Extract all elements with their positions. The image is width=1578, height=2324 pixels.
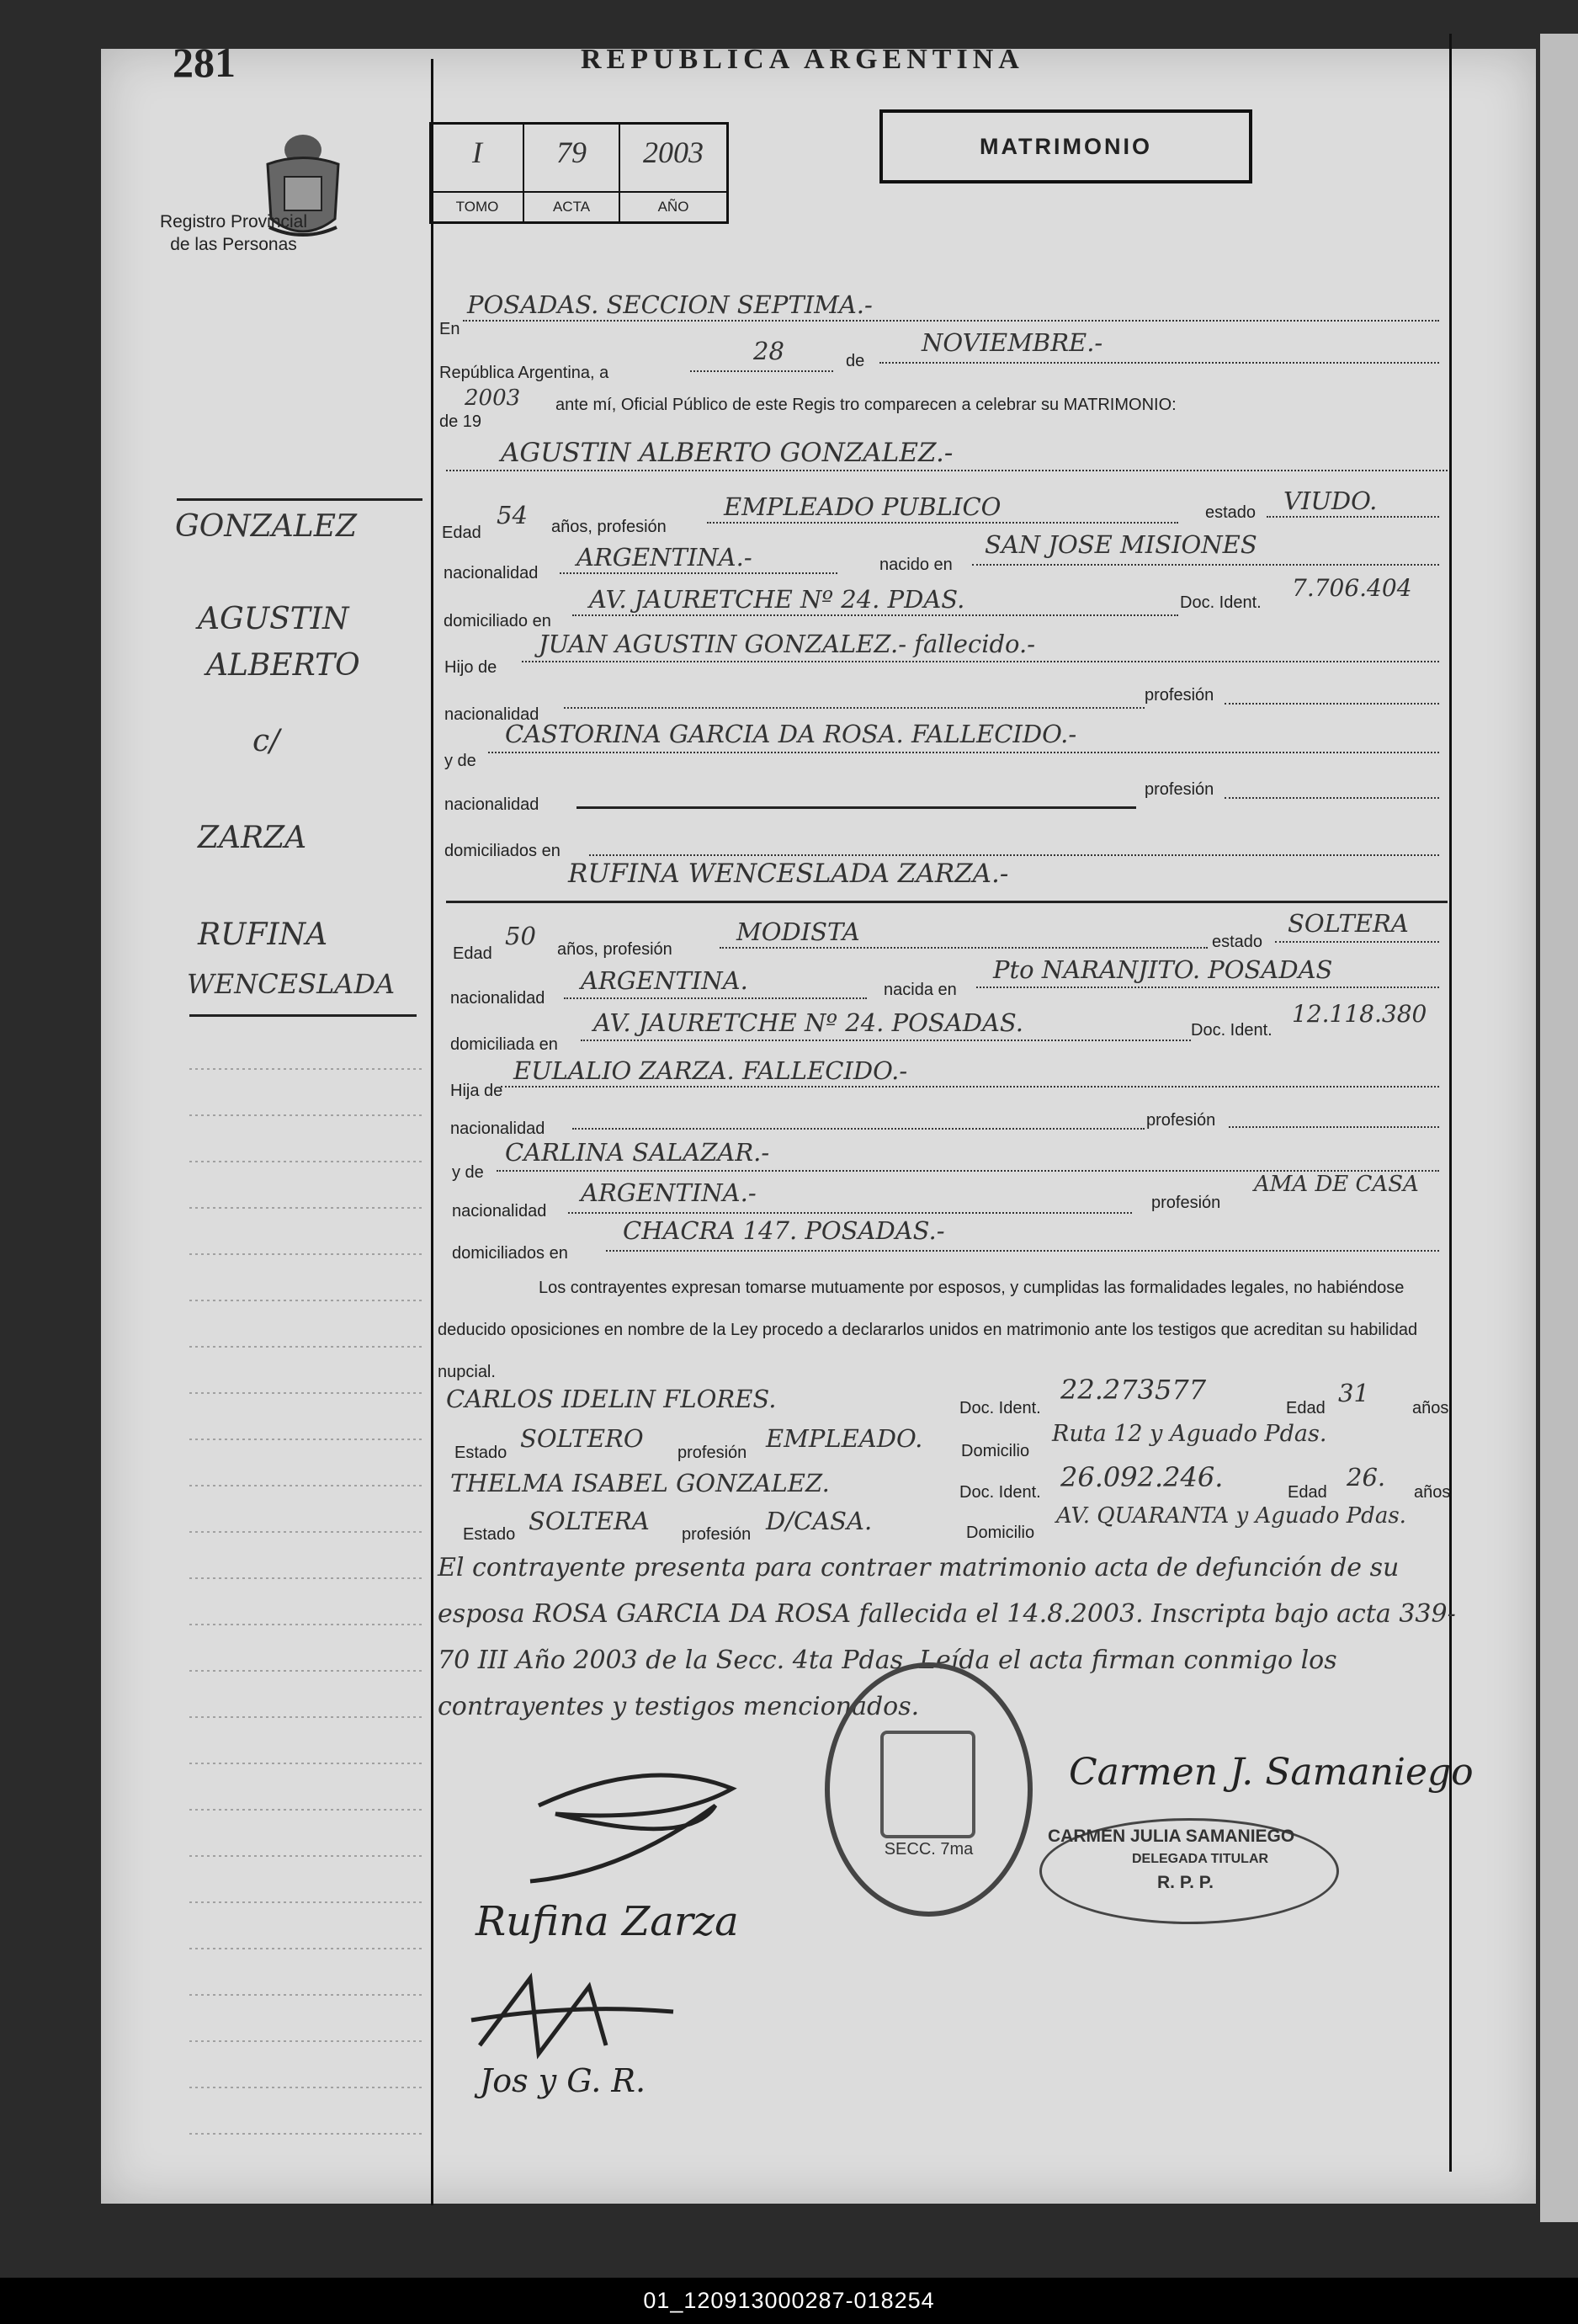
- tomo-cell: [432, 125, 524, 221]
- year-value: 2003: [465, 386, 521, 411]
- left-margin-rule: [431, 59, 433, 2205]
- bride-edad: 50: [505, 922, 536, 950]
- page-number: 281: [173, 39, 236, 86]
- bride-name-line: [446, 901, 1448, 903]
- official-seal: [825, 1662, 1033, 1917]
- witness1-domicilio: Ruta 12 y Aguado Pdas.: [1052, 1421, 1327, 1447]
- marginal-notes: El contrayente presenta para contraer matrimonio acta de defunción de su esposa ROSA GARCIA DA ROSA fallecida el 14.8.2003. Inscripta bajo acta 339-70 III Año 2003 de la Secc. 4ta Pdas. Leída el acta firman conmigo los contrayentes y testigos mencionados.: [438, 1553, 1456, 1721]
- bride-signature: Rufina Zarza: [476, 1898, 739, 1945]
- bride-nacida-label: nacida en: [884, 981, 957, 999]
- witness2-name: THELMA ISABEL GONZALEZ.: [450, 1469, 830, 1497]
- groom-padre-nac-line: [564, 707, 1145, 709]
- right-margin-rule: [1449, 34, 1452, 2172]
- groom-edad-label: Edad: [442, 524, 481, 542]
- groom-padre-line: [522, 661, 1439, 662]
- bride-madre-nac-label: nacionalidad: [452, 1202, 547, 1220]
- groom-madre-prof-line: [1225, 797, 1439, 799]
- witness1-doc-label: Doc. Ident.: [959, 1399, 1041, 1417]
- bride-domiciliados-label: domiciliados en: [452, 1244, 568, 1263]
- bride-padre-line: [501, 1086, 1439, 1088]
- month-value: NOVIEMBRE.-: [922, 328, 1103, 357]
- bride-padre-nac-label: nacionalidad: [450, 1119, 545, 1138]
- year-prefix-label: de 19: [439, 412, 482, 431]
- groom-padre-prof-line: [1225, 703, 1439, 705]
- bride-padre: EULALIO ZARZA. FALLECIDO.-: [513, 1056, 908, 1085]
- groom-profesion-line: [707, 522, 1178, 524]
- bride-profesion-line: [720, 947, 1208, 949]
- groom-padre-nac-label: nacionalidad: [444, 705, 539, 724]
- day-line: [690, 370, 833, 372]
- witness2-edad: 26.: [1347, 1463, 1386, 1492]
- bride-madre-nac-line: [568, 1212, 1132, 1214]
- bride-estado-line: [1275, 941, 1439, 943]
- groom-domicilio-line: [572, 614, 1178, 616]
- anio-value: 2003: [643, 136, 704, 169]
- record-type-box: MATRIMONIO: [879, 109, 1252, 183]
- bride-y-de-label: y de: [452, 1163, 484, 1182]
- witness1-doc: 22.273577: [1060, 1374, 1207, 1406]
- bride-domicilio-label: domiciliada en: [450, 1035, 558, 1054]
- witness2-domicilio-label: Domicilio: [966, 1524, 1035, 1542]
- bride-domiciliados: CHACRA 147. POSADAS.-: [623, 1216, 945, 1245]
- groom-domiciliados-line: [589, 854, 1439, 856]
- groom-estado-label: estado: [1205, 503, 1257, 522]
- groom-signature: [522, 1755, 774, 1890]
- groom-name: AGUSTIN ALBERTO GONZALEZ.-: [501, 438, 954, 468]
- groom-nacionalidad-label: nacionalidad: [444, 564, 539, 582]
- bride-doc-label: Doc. Ident.: [1191, 1021, 1272, 1040]
- groom-anos-label: años, profesión: [551, 518, 667, 536]
- sidebar-rule: [177, 498, 422, 501]
- republica-label: República Argentina, a: [439, 364, 609, 382]
- bride-madre-prof-label: profesión: [1151, 1194, 1221, 1212]
- groom-nacionalidad-line: [560, 572, 837, 574]
- witness2-estado: SOLTERA: [529, 1507, 650, 1535]
- groom-name-line: [446, 470, 1448, 471]
- bride-nacida-line: [976, 987, 1439, 988]
- sidebar-connector: c/: [252, 724, 280, 758]
- de-label: de: [846, 352, 865, 370]
- declaration-text: Los contrayentes expresan tomarse mutuamente por esposos, y cumplidas las formalidades legales, no habiéndose deducido oposiciones en nombre de la Ley procedo a declararlos unidos en matrimonio ante los testigos que acreditan su habilidad nupcial.: [438, 1279, 1418, 1381]
- witness1-anos-label: años: [1412, 1399, 1449, 1417]
- bride-madre: CARLINA SALAZAR.-: [505, 1138, 770, 1167]
- witness2-estado-label: Estado: [463, 1525, 516, 1544]
- bride-padre-nac-line: [572, 1128, 1145, 1130]
- officer-name: CARMEN JULIA SAMANIEGO: [1048, 1827, 1295, 1846]
- witness1-profesion: EMPLEADO.: [766, 1424, 923, 1453]
- witness1-name: CARLOS IDELIN FLORES.: [446, 1385, 777, 1413]
- sidebar-given-name-2: ALBERTO: [206, 648, 360, 683]
- tomo-label: TOMO: [432, 191, 523, 221]
- groom-madre-prof-label: profesión: [1145, 780, 1214, 799]
- acta-label: ACTA: [524, 191, 619, 221]
- witness2-anos-label: años: [1414, 1483, 1451, 1502]
- sidebar-rule-bottom: [189, 1014, 417, 1017]
- bride-estado-label: estado: [1212, 933, 1263, 951]
- anio-label: AÑO: [620, 191, 726, 221]
- day-value: 28: [753, 337, 784, 365]
- month-line: [879, 362, 1439, 364]
- seal-emblem-icon: [880, 1731, 975, 1838]
- groom-nacionalidad: ARGENTINA.-: [576, 543, 752, 572]
- groom-nacido-label: nacido en: [879, 556, 953, 574]
- bride-nacionalidad-line: [564, 997, 867, 999]
- seal-text: SECC. 7ma: [884, 1840, 974, 1859]
- registry-line-2: de las Personas: [170, 235, 297, 254]
- witness2-signature: Jos y G. R.: [480, 2062, 646, 2099]
- bride-estado: SOLTERA: [1288, 909, 1409, 938]
- bride-madre-nac: ARGENTINA.-: [581, 1178, 757, 1207]
- witness2-doc: 26.092.246.: [1060, 1461, 1224, 1493]
- groom-y-de-label: y de: [444, 752, 476, 770]
- scan-id-bar: 01_120913000287-018254: [0, 2278, 1578, 2324]
- groom-padre-prof-label: profesión: [1145, 686, 1214, 705]
- groom-edad: 54: [497, 501, 528, 529]
- witness2-profesion-label: profesión: [682, 1525, 752, 1544]
- groom-domicilio: AV. JAURETCHE Nº 24. PDAS.: [589, 585, 965, 614]
- bride-edad-label: Edad: [453, 944, 492, 963]
- place-line: [463, 320, 1439, 322]
- bride-nacionalidad-label: nacionalidad: [450, 989, 545, 1008]
- groom-nacido-line: [972, 564, 1439, 566]
- groom-domicilio-label: domiciliado en: [444, 612, 551, 630]
- witness1-edad: 31: [1338, 1379, 1369, 1407]
- registry-line-1: Registro Provincial: [159, 212, 308, 231]
- bride-doc: 12.118.380: [1292, 1000, 1427, 1028]
- bride-profesion: MODISTA: [736, 917, 860, 946]
- witness1-estado-label: Estado: [454, 1444, 507, 1462]
- bride-anos-label: años, profesión: [557, 940, 672, 959]
- groom-madre-nac-label: nacionalidad: [444, 795, 539, 814]
- sidebar-given-name-1: AGUSTIN: [198, 602, 349, 636]
- officer-org: R. P. P.: [1157, 1873, 1214, 1892]
- bride-domiciliados-line: [606, 1250, 1439, 1252]
- sidebar-bride-name-1: RUFINA: [198, 917, 328, 952]
- bride-domicilio-line: [581, 1040, 1191, 1041]
- witness1-estado: SOLTERO: [520, 1424, 644, 1453]
- groom-hijo-label: Hijo de: [444, 658, 497, 677]
- groom-madre-line: [488, 752, 1439, 753]
- document-title: REPUBLICA ARGENTINA: [581, 44, 1024, 75]
- bride-name: RUFINA WENCESLADA ZARZA.-: [568, 859, 1009, 889]
- acta-cell: [524, 125, 620, 221]
- page-edge: [1540, 34, 1578, 2222]
- en-label: En: [439, 320, 460, 338]
- officer-title: DELEGADA TITULAR: [1132, 1852, 1269, 1866]
- bride-padre-prof-label: profesión: [1146, 1111, 1216, 1130]
- bride-madre-prof: AMA DE CASA: [1254, 1172, 1419, 1197]
- groom-madre-nac-line: [576, 806, 1136, 809]
- bride-padre-prof-line: [1229, 1126, 1439, 1128]
- bride-hija-label: Hija de: [450, 1082, 503, 1100]
- sidebar-surname-groom: GONZALEZ: [175, 509, 357, 544]
- groom-doc: 7.706.404: [1292, 574, 1412, 602]
- sidebar-ruled-lines: [189, 1044, 425, 2205]
- groom-doc-label: Doc. Ident.: [1180, 593, 1262, 612]
- witness2-doc-label: Doc. Ident.: [959, 1483, 1041, 1502]
- bride-nacionalidad: ARGENTINA.: [581, 966, 748, 995]
- witness2-edad-label: Edad: [1288, 1483, 1327, 1502]
- sidebar-bride-name-2: WENCESLADA: [187, 968, 396, 1000]
- anio-cell: [620, 125, 726, 221]
- acta-value: 79: [556, 136, 587, 169]
- witness1-domicilio-label: Domicilio: [961, 1442, 1030, 1460]
- groom-estado: VIUDO.: [1283, 487, 1378, 515]
- witness2-domicilio: AV. QUARANTA y Aguado Pdas.: [1056, 1503, 1406, 1529]
- groom-domiciliados-label: domiciliados en: [444, 842, 561, 860]
- witness1-profesion-label: profesión: [677, 1444, 747, 1462]
- bride-domicilio: AV. JAURETCHE Nº 24. POSADAS.: [593, 1008, 1023, 1037]
- groom-estado-line: [1267, 516, 1439, 518]
- registry-name: [122, 210, 345, 256]
- groom-padre: JUAN AGUSTIN GONZALEZ.- fallecido.-: [539, 630, 1036, 658]
- officer-signature: Carmen J. Samaniego: [1069, 1751, 1474, 1794]
- intro-text: ante mí, Oficial Público de este Regis tro comparecen a celebrar su MATRIMONIO:: [555, 396, 1177, 414]
- witness2-profesion: D/CASA.: [766, 1507, 873, 1535]
- groom-nacido: SAN JOSE MISIONES: [985, 530, 1257, 559]
- witness1-edad-label: Edad: [1286, 1399, 1326, 1417]
- tomo-value: I: [472, 136, 482, 169]
- witness-signature: [463, 1961, 682, 2071]
- record-number-box: [429, 122, 729, 224]
- groom-profesion: EMPLEADO PUBLICO: [724, 492, 1002, 521]
- place-value: POSADAS. SECCION SEPTIMA.-: [467, 290, 873, 319]
- bride-nacida: Pto NARANJITO. POSADAS: [993, 955, 1333, 984]
- groom-madre: CASTORINA GARCIA DA ROSA. FALLECIDO.-: [505, 720, 1077, 748]
- sidebar-surname-bride: ZARZA: [198, 821, 307, 855]
